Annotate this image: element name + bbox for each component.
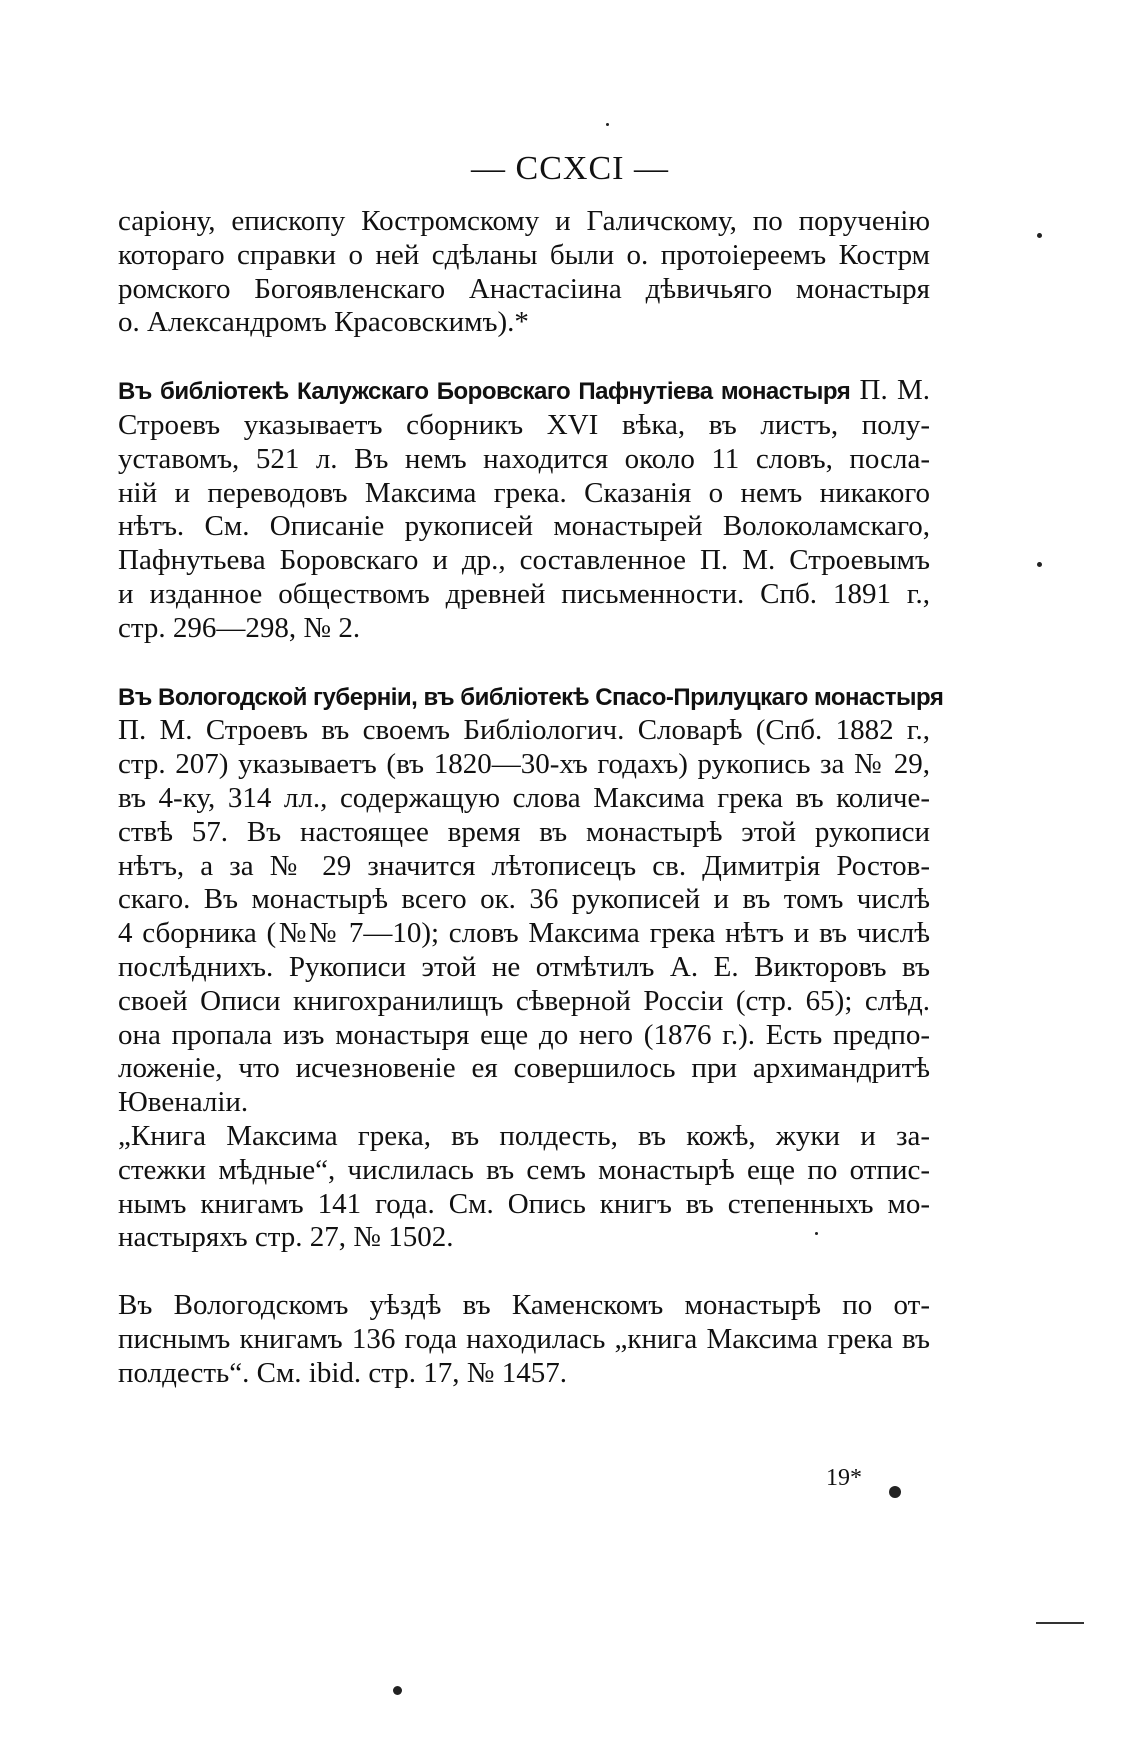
text-line: ній и переводовъ Максима грека. Сказанія о немъ никакого [118, 476, 930, 509]
scan-speck [815, 1232, 818, 1235]
paragraph-1 [118, 205, 930, 340]
text-line: въ 4-ку, 314 лл., содержащую слова Максима грека въ количе- [118, 781, 930, 814]
scan-speck [1037, 562, 1042, 567]
signature-mark: 19* [826, 1465, 862, 1491]
text-line: о. Александромъ Красовскимъ).* [118, 306, 529, 339]
text-line: Ювеналіи. [118, 1086, 249, 1119]
text-line: ромского Богоявленскаго Анастасіина дѣвичьяго монастыря [118, 272, 930, 305]
text-line: писнымъ книгамъ 136 года находилась „книга Максима грека въ [118, 1322, 930, 1355]
text-line: „Книга Максима грека, въ полдесть, въ кожѣ, жуки и за- [118, 1119, 930, 1152]
text-line: она пропала изъ монастыря еще до него (1876 г.). Есть предпо- [118, 1018, 930, 1051]
text-line: настыряхъ стр. 27, № 1502. [118, 1221, 454, 1254]
body-text [118, 205, 944, 1391]
text-line: Пафнутьева Боровскаго и др., составленное П. М. Строевымъ [118, 544, 930, 577]
text-line: послѣднихъ. Рукописи этой не отмѣтилъ А. Е. Викторовъ въ [118, 950, 930, 983]
text-line [118, 680, 944, 715]
paragraph-3 [118, 680, 944, 1120]
text-line: нымъ книгамъ 141 года. См. Опись книгъ въ степенныхъ мо- [118, 1187, 930, 1220]
text-line: Строевъ указываетъ сборникъ XVI вѣка, въ листъ, полу- [118, 408, 930, 441]
ink-blot [393, 1686, 402, 1695]
text-line: П. М. Строевъ въ своемъ Библіологич. Словарѣ (Спб. 1882 г., [118, 714, 930, 747]
section-lead: Въ Вологодской губерніи, въ библіотекѣ Спасо-Прилуцкаго монастыря [118, 683, 944, 711]
text-line: ложеніе, что исчезновеніе ея совершилось при архимандритѣ [118, 1052, 930, 1085]
text-line: своей Описи книгохранилищъ сѣверной Россіи (стр. 65); слѣд. [118, 984, 930, 1017]
section-lead-tail: П. М. [850, 374, 930, 407]
paragraph-gap [118, 646, 930, 680]
text-line: полдесть“. См. ibid. стр. 17, № 1457. [118, 1356, 567, 1389]
text-line: 4 сборника (№№ 7—10); словъ Максима грека нѣтъ и въ числѣ [118, 917, 930, 950]
text-line: стежки мѣдные“, числилась въ семъ монастырѣ еще по отпис- [118, 1153, 930, 1186]
text-line: ствѣ 57. Въ настоящее время въ монастырѣ этой рукописи [118, 815, 930, 848]
text-line: и изданное обществомъ древней письменности. Спб. 1891 г., [118, 577, 930, 610]
text-line: стр. 296—298, № 2. [118, 611, 361, 644]
text-line: Въ Вологодскомъ уѣздѣ въ Каменскомъ монастырѣ по от- [118, 1289, 930, 1322]
paragraph-5 [118, 1289, 930, 1390]
paragraph-gap [118, 340, 930, 374]
text-line: стр. 207) указываетъ (въ 1820—30-хъ годахъ) рукопись за № 29, [118, 748, 930, 781]
text-line: саріону, епископу Костромскому и Галичскому, по порученію [118, 205, 930, 237]
scan-speck [1037, 233, 1042, 238]
paragraph-2 [118, 374, 930, 645]
ink-blot [889, 1486, 901, 1498]
text-line: скаго. Въ монастырѣ всего ок. 36 рукописей и въ томъ числѣ [118, 883, 930, 916]
page-number-header: — CCXCI — [471, 150, 669, 187]
text-line [118, 374, 930, 409]
text-line: котораго справки о ней сдѣланы были о. протоіереемъ Кострм [118, 238, 930, 271]
edge-mark [1036, 1622, 1084, 1624]
paragraph-4 [118, 1120, 930, 1255]
text-line: нѣтъ. См. Описаніе рукописей монастырей Волоколамскаго, [118, 510, 930, 543]
text-line: уставомъ, 521 л. Въ немъ находится около 11 словъ, посла- [118, 442, 930, 475]
scan-speck [606, 123, 609, 126]
text-line: нѣтъ, а за № 29 значится лѣтописецъ св. Димитрія Ростов- [118, 849, 930, 882]
paragraph-gap [118, 1255, 930, 1289]
section-lead: Въ библіотекѣ Калужскаго Боровскаго Пафнутіева монастыря [118, 378, 851, 406]
